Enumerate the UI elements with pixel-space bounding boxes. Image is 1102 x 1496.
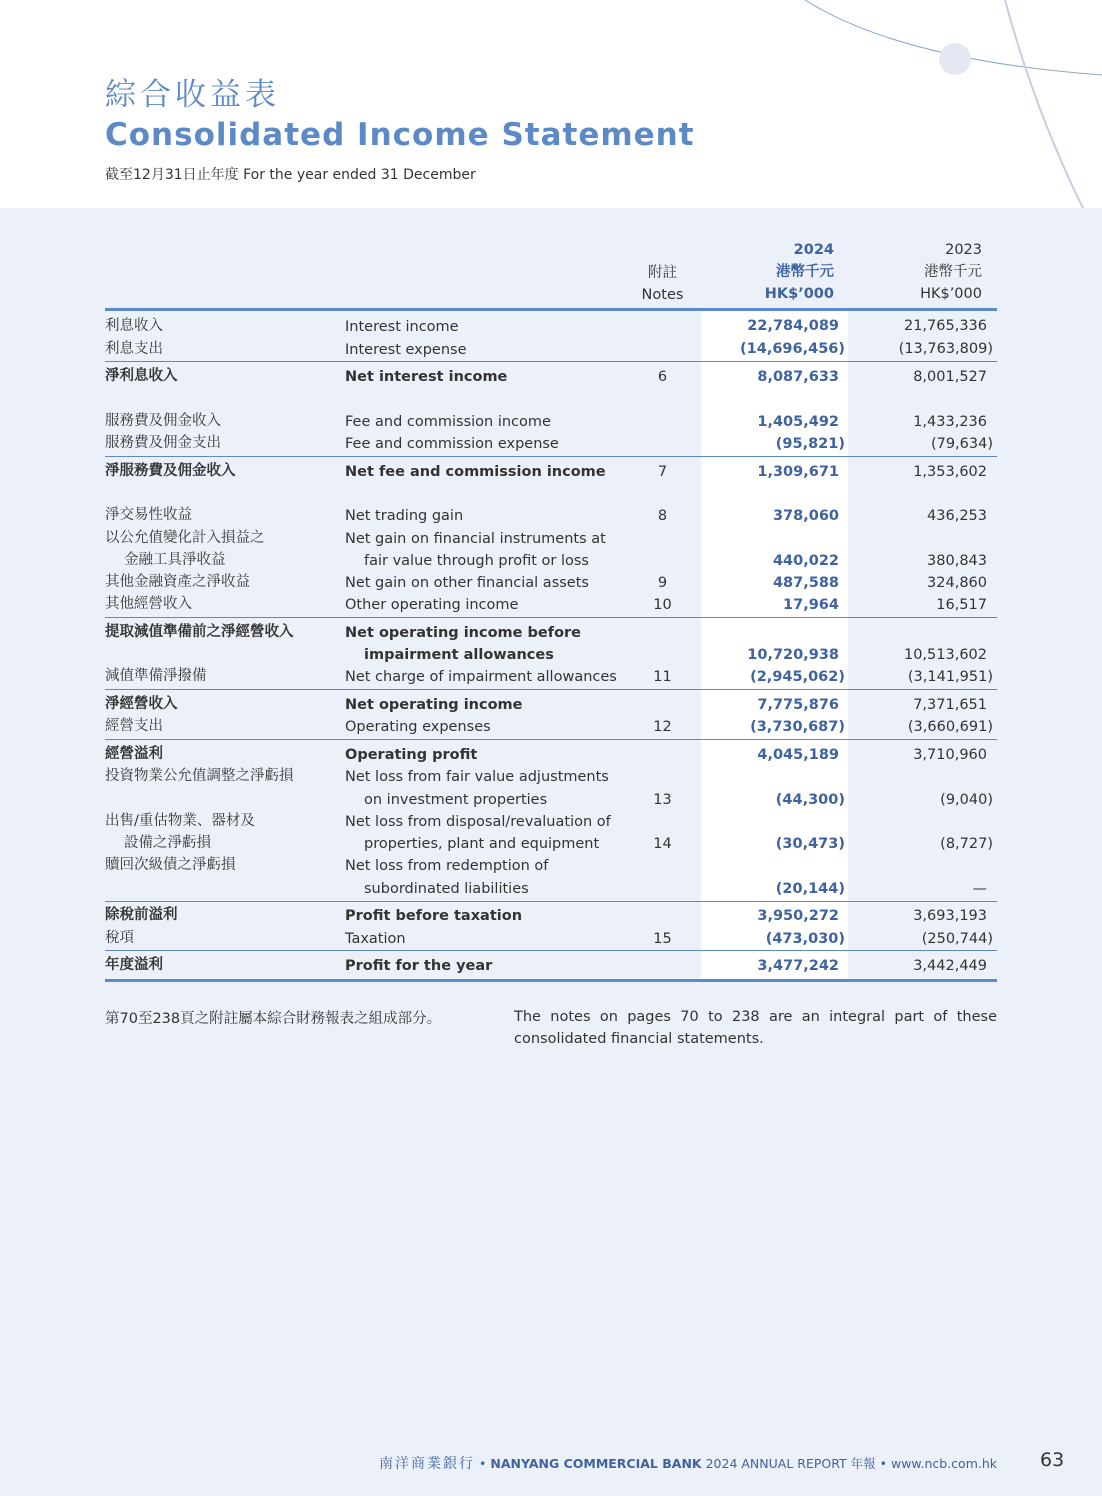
row-label-en-continued: properties, plant and equipment	[364, 836, 600, 852]
row-label-zh: 淨利息收入	[105, 368, 178, 384]
row-note: 13	[653, 792, 672, 808]
row-note: 7	[657, 464, 668, 480]
row-label-zh: 服務費及佣金收入	[105, 413, 221, 429]
row-rule	[105, 901, 997, 902]
row-label-zh: 經營支出	[105, 718, 163, 734]
year-2024-label: 2024	[793, 242, 834, 258]
row-label-en-continued: subordinated liabilities	[364, 881, 529, 897]
value-2024: 440,022	[772, 553, 839, 569]
row-label-zh: 經營溢利	[105, 746, 163, 762]
row-label-en: Operating expenses	[345, 719, 491, 735]
value-2024: (473,030)	[765, 931, 845, 947]
value-2023: 1,433,236	[913, 414, 987, 430]
row-note: 9	[657, 575, 668, 591]
row-label-en: Other operating income	[345, 597, 519, 613]
value-2023: 16,517	[936, 597, 987, 613]
total-rule	[105, 979, 997, 982]
bank-name-en: NANYANG COMMERCIAL BANK	[490, 1456, 702, 1471]
row-rule	[105, 361, 997, 362]
row-label-zh-continued: 金融工具淨收益	[124, 552, 226, 568]
notes-header-zh: 附註	[648, 265, 677, 281]
value-2024: 8,087,633	[757, 369, 839, 385]
row-label-zh: 減值準備淨撥備	[105, 668, 207, 684]
row-label-en: Fee and commission income	[345, 414, 551, 430]
row-label-zh: 稅項	[105, 930, 134, 946]
row-label-zh: 淨交易性收益	[105, 507, 192, 523]
row-note: 12	[653, 719, 672, 735]
value-2023: (13,763,809)	[898, 341, 993, 357]
value-2024: 4,045,189	[757, 747, 839, 763]
row-label-zh: 淨服務費及佣金收入	[105, 463, 236, 479]
value-2023: 1,353,602	[913, 464, 987, 480]
bank-logo-zh: 南洋商業銀行	[379, 1456, 476, 1472]
row-label-zh: 其他金融資產之淨收益	[105, 574, 250, 590]
value-2023: (250,744)	[921, 931, 993, 947]
separator-dot: •	[879, 1456, 887, 1471]
footnote-zh: 第70至238頁之附註屬本綜合財務報表之組成部分。	[105, 1011, 442, 1027]
row-label-en: Net loss from fair value adjustments	[345, 769, 609, 785]
page-number: 63	[1040, 1449, 1065, 1471]
value-2024: 22,784,089	[747, 318, 839, 334]
row-label-en: Operating profit	[345, 747, 478, 763]
page-title-zh: 綜合收益表	[105, 77, 280, 113]
notes-column-header	[610, 262, 715, 306]
row-label-en: Taxation	[345, 931, 406, 947]
value-2024: (3,730,687)	[750, 719, 845, 735]
value-2024: 7,775,876	[757, 697, 839, 713]
page-footer	[379, 1453, 997, 1473]
value-2024: 487,588	[772, 575, 839, 591]
row-label-en: Interest income	[345, 319, 459, 335]
row-label-zh: 淨經營收入	[105, 696, 178, 712]
row-note: 14	[653, 836, 672, 852]
value-2023: 3,693,193	[913, 908, 987, 924]
row-label-zh: 投資物業公允值調整之淨虧損	[105, 768, 294, 784]
row-label-en: Net gain on financial instruments at	[345, 531, 606, 547]
value-2024: (30,473)	[775, 836, 845, 852]
row-label-en: Net trading gain	[345, 508, 464, 524]
website-link[interactable]: www.ncb.com.hk	[890, 1456, 997, 1471]
year-2023-label: 2023	[945, 242, 982, 258]
row-label-en: Net gain on other financial assets	[345, 575, 589, 591]
value-2024: (20,144)	[775, 881, 845, 897]
row-label-en: Net charge of impairment allowances	[345, 669, 617, 685]
value-2023: 3,710,960	[913, 747, 987, 763]
value-2023: (3,660,691)	[907, 719, 993, 735]
value-2024: 1,309,671	[757, 464, 839, 480]
row-label-en: Net loss from disposal/revaluation of	[345, 814, 611, 830]
row-label-en: Net interest income	[345, 369, 508, 385]
row-label-en: Net fee and commission income	[345, 464, 606, 480]
row-label-en-continued: on investment properties	[364, 792, 548, 808]
row-label-zh: 利息支出	[105, 341, 163, 357]
value-2023: 3,442,449	[913, 958, 987, 974]
row-label-en-continued: impairment allowances	[364, 647, 554, 663]
report-label: 2024 ANNUAL REPORT 年報	[705, 1456, 876, 1471]
row-label-zh: 出售/重估物業、器材及	[105, 813, 255, 829]
value-2023: (3,141,951)	[907, 669, 993, 685]
row-label-zh: 贖回次級債之淨虧損	[105, 857, 236, 873]
row-note: 15	[653, 931, 672, 947]
value-2023: (9,040)	[940, 792, 993, 808]
value-2023: 21,765,336	[903, 318, 987, 334]
currency-2024-en: HK$’000	[764, 286, 834, 302]
subtitle-en: For the year ended 31 December	[243, 167, 476, 183]
value-2024: 17,964	[783, 597, 839, 613]
row-label-zh: 利息收入	[105, 318, 163, 334]
row-note: 8	[657, 508, 668, 524]
row-label-en-continued: fair value through profit or loss	[364, 553, 589, 569]
currency-2024-zh: 港幣千元	[776, 264, 834, 280]
page-subtitle	[105, 164, 695, 184]
currency-2023-zh: 港幣千元	[924, 264, 982, 280]
page-title-en: Consolidated Income Statement	[105, 117, 695, 153]
page-header	[105, 76, 695, 184]
row-label-en: Profit before taxation	[345, 908, 523, 924]
row-rule	[105, 689, 997, 690]
row-label-zh-continued: 設備之淨虧損	[124, 835, 211, 851]
row-rule	[105, 456, 997, 457]
value-2024: 378,060	[772, 508, 839, 524]
notes-header-en: Notes	[641, 287, 684, 303]
value-2023: 7,371,651	[913, 697, 987, 713]
value-2023: (79,634)	[930, 436, 993, 452]
row-label-zh: 年度溢利	[105, 957, 163, 973]
value-2024: (14,696,456)	[740, 341, 845, 357]
value-2023: —	[972, 881, 987, 897]
value-2023: 380,843	[927, 553, 987, 569]
value-2023: 324,860	[927, 575, 987, 591]
header-rule	[105, 308, 997, 311]
value-2023: 436,253	[927, 508, 987, 524]
row-label-en: Net loss from redemption of	[345, 858, 549, 874]
value-2023: 10,513,602	[903, 647, 987, 663]
value-2024: 3,950,272	[757, 908, 839, 924]
row-rule	[105, 950, 997, 951]
row-label-zh: 除稅前溢利	[105, 907, 178, 923]
subtitle-zh: 截至12月31日止年度	[105, 167, 239, 183]
row-label-en: Interest expense	[345, 342, 467, 358]
year-2023-column-header	[845, 239, 982, 305]
value-2024: 10,720,938	[747, 647, 839, 663]
row-label-en: Net operating income before	[345, 625, 582, 641]
row-label-zh: 其他經營收入	[105, 596, 192, 612]
value-2024: 3,477,242	[757, 958, 839, 974]
row-label-zh: 提取減值準備前之淨經營收入	[105, 624, 294, 640]
row-note: 11	[653, 669, 672, 685]
value-2024: (95,821)	[775, 436, 845, 452]
row-label-en: Profit for the year	[345, 958, 493, 974]
value-2024: (44,300)	[775, 792, 845, 808]
value-2024: (2,945,062)	[750, 669, 845, 685]
value-2023: 8,001,527	[913, 369, 987, 385]
value-2024: 1,405,492	[757, 414, 839, 430]
row-note: 10	[653, 597, 672, 613]
value-2023: (8,727)	[940, 836, 993, 852]
currency-2023-en: HK$’000	[920, 286, 982, 302]
row-label-zh: 以公允值變化計入損益之	[105, 530, 265, 546]
row-label-en: Net operating income	[345, 697, 523, 713]
year-2024-column-header	[703, 239, 834, 305]
row-label-zh: 服務費及佣金支出	[105, 435, 221, 451]
row-rule	[105, 617, 997, 618]
row-label-en: Fee and commission expense	[345, 436, 559, 452]
row-rule	[105, 739, 997, 740]
separator-dot: •	[479, 1456, 487, 1471]
footnote-en: The notes on pages 70 to 238 are an integral part of these consolidated financial statements.	[514, 1009, 997, 1047]
row-note: 6	[657, 369, 668, 385]
